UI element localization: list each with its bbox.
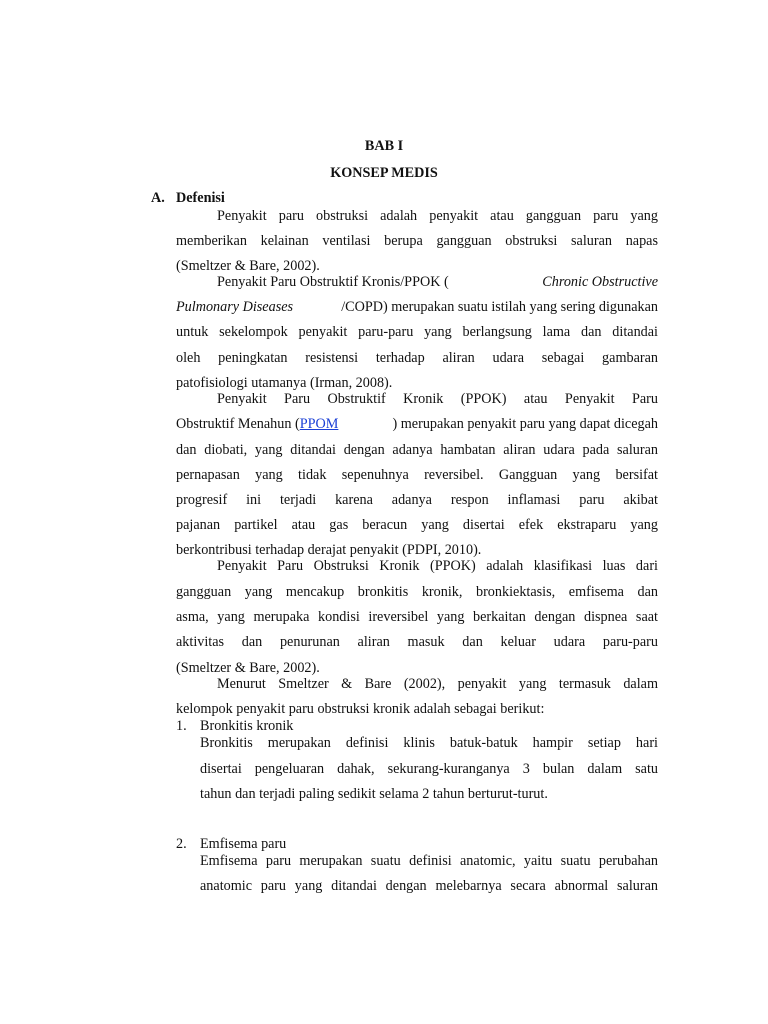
paragraph-line: anatomic paru yang ditandai dengan melebarnya secara abnormal saluran <box>200 878 658 894</box>
section-marker: A. <box>151 190 165 206</box>
paragraph-line: Menurut Smeltzer & Bare (2002), penyakit yang termasuk dalam <box>217 676 658 692</box>
paragraph-line: untuk sekelompok penyakit paru-paru yang berlangsung lama dan ditandai <box>176 324 658 340</box>
list-item-title: Bronkitis kronik <box>200 718 294 734</box>
italic-term: Pulmonary Diseases <box>176 299 294 315</box>
text-run: Obstruktif Menahun ( <box>176 416 300 432</box>
paragraph-line: pajanan partikel atau gas beracun yang disertai efek ekstraparu yang <box>176 517 658 533</box>
paragraph-line: gangguan yang mencakup bronkitis kronik, bronkiektasis, emfisema dan <box>176 584 658 600</box>
paragraph-line: (Smeltzer & Bare, 2002). <box>176 258 320 274</box>
paragraph-line: Bronkitis merupakan definisi klinis batuk-batuk hampir setiap hari <box>200 735 658 751</box>
text-run: /COPD) merupakan suatu istilah yang sering digunakan <box>341 299 658 315</box>
paragraph-line: aktivitas dan penurunan aliran masuk dan keluar udara paru-paru <box>176 634 658 650</box>
paragraph-line: tahun dan terjadi paling sedikit selama 2 tahun berturut-turut. <box>200 786 548 802</box>
paragraph-line: berkontribusi terhadap derajat penyakit (PDPI, 2010). <box>176 542 482 558</box>
paragraph-line: asma, yang merupaka kondisi ireversibel yang berkaitan dengan dispnea saat <box>176 609 658 625</box>
paragraph-line: (Smeltzer & Bare, 2002). <box>176 660 320 676</box>
text-run: ) merupakan penyakit paru yang dapat dicegah <box>392 416 658 432</box>
paragraph-line: kelompok penyakit paru obstruksi kronik adalah sebagai berikut: <box>176 701 545 717</box>
paragraph-line: oleh peningkatan resistensi terhadap aliran udara sebagai gambaran <box>176 350 658 366</box>
paragraph-line: dan diobati, yang ditandai dengan adanya hambatan aliran udara pada saluran <box>176 442 658 458</box>
paragraph-line: Penyakit paru obstruksi adalah penyakit atau gangguan paru yang <box>217 208 658 224</box>
paragraph-line: pernapasan yang tidak sepenuhnya reversibel. Gangguan yang bersifat <box>176 467 658 483</box>
list-number: 2. <box>176 836 187 852</box>
text-run <box>176 415 338 433</box>
paragraph-line: Emfisema paru merupakan suatu definisi anatomic, yaitu suatu perubahan <box>200 853 658 869</box>
paragraph-line <box>176 298 658 316</box>
paragraph-line: Penyakit Paru Obstruktif Kronik (PPOK) atau Penyakit Paru <box>217 391 658 407</box>
paragraph-line: Penyakit Paru Obstruksi Kronik (PPOK) adalah klasifikasi luas dari <box>217 558 658 574</box>
paragraph-line: patofisiologi utamanya (Irman, 2008). <box>176 375 393 391</box>
paragraph-line: progresif ini terjadi karena adanya respon inflamasi paru akibat <box>176 492 658 508</box>
chapter-title: KONSEP MEDIS <box>330 165 438 181</box>
section-title: Defenisi <box>176 190 225 206</box>
list-number: 1. <box>176 718 187 734</box>
paragraph-line <box>217 273 658 291</box>
paragraph-line: memberikan kelainan ventilasi berupa gangguan obstruksi saluran napas <box>176 233 658 249</box>
chapter-number: BAB I <box>364 138 404 154</box>
list-item-title: Emfisema paru <box>200 836 287 852</box>
paragraph-line: disertai pengeluaran dahak, sekurang-kuranganya 3 bulan dalam satu <box>200 761 658 777</box>
italic-term: Chronic Obstructive <box>542 274 658 290</box>
paragraph-line <box>176 415 658 433</box>
ppom-link[interactable]: PPOM <box>299 416 339 432</box>
text-run: Penyakit Paru Obstruktif Kronis/PPOK ( <box>217 274 449 290</box>
